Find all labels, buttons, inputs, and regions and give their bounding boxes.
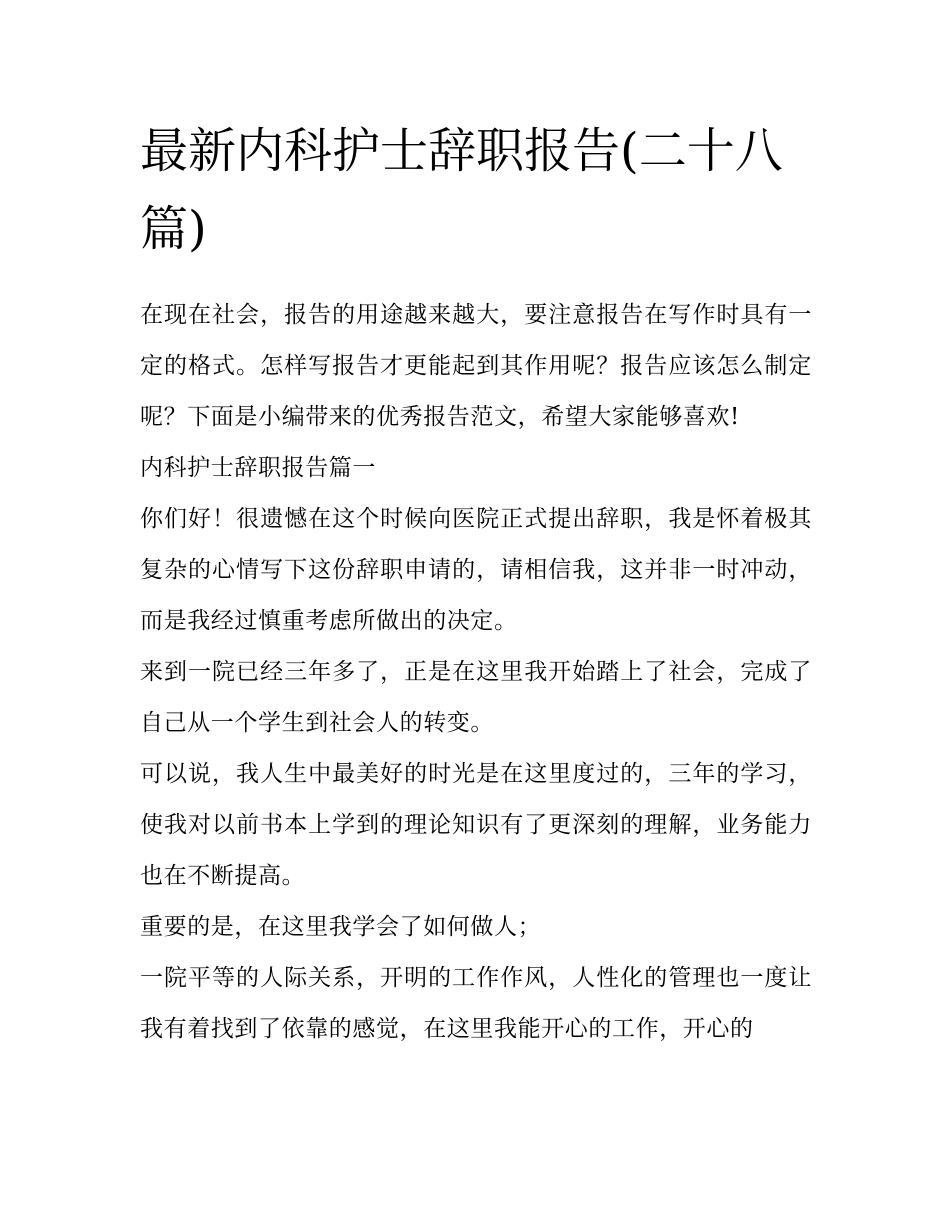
body-paragraph: 来到一院已经三年多了，正是在这里我开始踏上了社会，完成了自己从一个学生到社会人的转变。 [140,659,812,736]
document-title: 最新内科护士辞职报告(二十八篇) [140,123,783,257]
body-paragraph: 重要的是，在这里我学会了如何做人； [140,914,542,940]
section-heading: 内科护士辞职报告篇一 [140,455,376,481]
document-content [140,112,812,1055]
body-paragraph: 一院平等的人际关系，开明的工作作风，人性化的管理也一度让我有着找到了依靠的感觉，在这里我能开心的工作，开心的 [140,965,812,1042]
body-paragraph: 你们好！很遗憾在这个时候向医院正式提出辞职，我是怀着极其复杂的心情写下这份辞职申请的，请相信我，这并非一时冲动，而是我经过慎重考虑所做出的决定。 [140,506,812,634]
document-body [140,290,812,1055]
body-paragraph: 可以说，我人生中最美好的时光是在这里度过的，三年的学习，使我对以前书本上学到的理论知识有了更深刻的理解，业务能力也在不断提高。 [140,761,812,889]
intro-paragraph: 在现在社会，报告的用途越来越大，要注意报告在写作时具有一定的格式。怎样写报告才更能起到其作用呢？报告应该怎么制定呢？下面是小编带来的优秀报告范文，希望大家能够喜欢! [140,302,812,430]
